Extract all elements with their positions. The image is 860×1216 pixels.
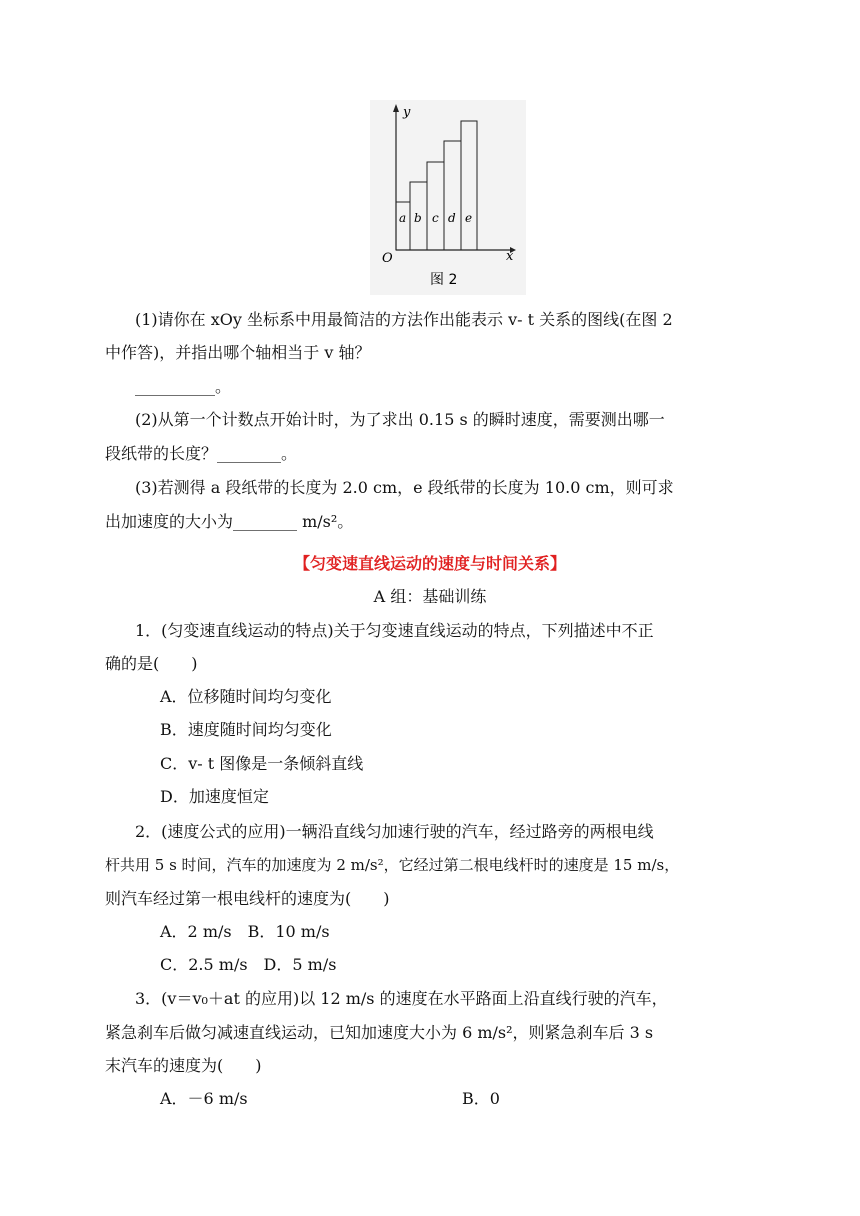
- q3-option-a: A．－6 m/s: [160, 1089, 248, 1108]
- bar-a: [396, 202, 410, 250]
- q3-line-3: 末汽车的速度为( ): [105, 1056, 262, 1075]
- q1-option-d: D．加速度恒定: [160, 787, 269, 806]
- bar-label-e: e: [465, 211, 473, 225]
- group-label: A 组：基础训练: [373, 587, 487, 606]
- bar-figure: [370, 100, 526, 295]
- q-intro-line-1: (1)请你在 xOy 坐标系中用最简洁的方法作出能表示 v- t 关系的图线(在图 2: [135, 310, 673, 329]
- q-intro-line-5: 段纸带的长度？________。: [105, 444, 298, 463]
- q-intro-line-3: __________。: [135, 377, 232, 396]
- q1-option-b: B．速度随时间均匀变化: [160, 720, 332, 739]
- bar-e: [461, 121, 477, 250]
- q1-option-a: A．位移随时间均匀变化: [160, 687, 332, 706]
- q2-line-3: 则汽车经过第一根电线杆的速度为( ): [105, 889, 390, 908]
- y-axis-label: y: [403, 105, 411, 120]
- bar-label-a: a: [399, 211, 407, 225]
- q-intro-line-2: 中作答)，并指出哪个轴相当于 v 轴？: [105, 343, 371, 362]
- q-intro-line-7: 出加速度的大小为________ m/s²。: [105, 512, 354, 531]
- figure-caption: 图 2: [430, 272, 458, 288]
- q1-line-1: 1．(匀变速直线运动的特点)关于匀变速直线运动的特点，下列描述中不正: [135, 621, 654, 640]
- section-title: 【匀变速直线运动的速度与时间关系】: [293, 554, 566, 573]
- q2-options-ab: A．2 m/s B．10 m/s: [160, 922, 330, 941]
- bar-c: [427, 162, 444, 250]
- q2-options-cd: C．2.5 m/s D．5 m/s: [160, 955, 337, 974]
- q3-line-1: 3．(v＝v₀＋at 的应用)以 12 m/s 的速度在水平路面上沿直线行驶的汽车，: [135, 989, 668, 1008]
- bar-label-c: c: [432, 211, 439, 225]
- q1-option-c: C．v- t 图像是一条倾斜直线: [160, 754, 364, 773]
- q3-option-b: B．0: [462, 1089, 500, 1108]
- q2-line-1: 2．(速度公式的应用)一辆沿直线匀加速行驶的汽车，经过路旁的两根电线: [135, 822, 654, 841]
- x-axis-label: x: [506, 249, 514, 264]
- q3-line-2: 紧急刹车后做匀减速直线运动，已知加速度大小为 6 m/s²，则紧急刹车后 3 s: [105, 1023, 654, 1042]
- q-intro-line-4: (2)从第一个计数点开始计时，为了求出 0.15 s 的瞬时速度，需要测出哪一: [135, 410, 665, 429]
- origin-label: O: [382, 251, 393, 266]
- q2-line-2: 杆共用 5 s 时间，汽车的加速度为 2 m/s²，它经过第二根电线杆时的速度是 15 m/s，: [105, 856, 680, 874]
- q-intro-line-6: (3)若测得 a 段纸带的长度为 2.0 cm，e 段纸带的长度为 10.0 cm，则可求: [135, 478, 674, 497]
- y-axis-arrow: [393, 104, 399, 112]
- bar-d: [444, 141, 461, 250]
- q1-line-2: 确的是( ): [105, 654, 198, 673]
- figure-2: [370, 100, 526, 295]
- bar-label-b: b: [414, 211, 422, 225]
- bar-label-d: d: [448, 211, 456, 225]
